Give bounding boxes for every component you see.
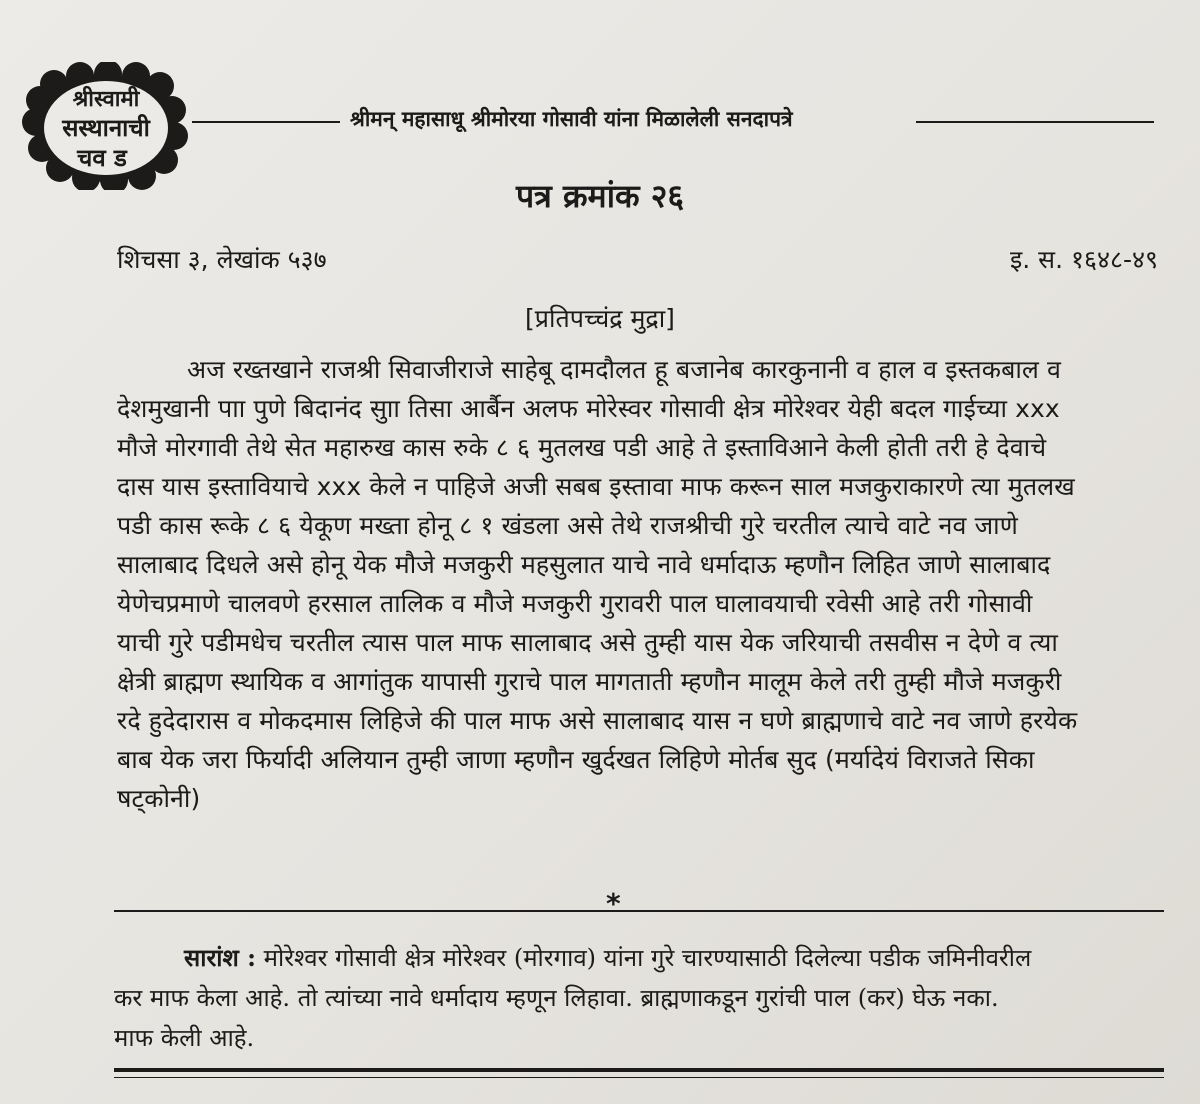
letter-date: इ. स. १६४८-४९	[1010, 245, 1158, 274]
seal-text-line2: सस्थानाची	[62, 114, 150, 142]
seal-text-line3: चव ड	[77, 144, 127, 172]
body-line: अज रख्तखाने राजश्री सिवाजीराजे साहेबू दामदौलत हू बजानेब कारकुनानी व हाल व इस्तकबाल व	[187, 355, 1062, 384]
section-divider	[114, 910, 1164, 912]
letter-heading: पत्र क्रमांक २६	[516, 177, 684, 215]
source-reference: शिचसा ३, लेखांक ५३७	[117, 245, 327, 274]
summary-text: मोरेश्वर गोसावी क्षेत्र मोरेश्वर (मोरगाव) यांना गुरे चारण्यासाठी दिलेल्या पडीक जमिनीवरील	[263, 944, 1032, 972]
body-line: षट्कोनी)	[117, 784, 201, 813]
body-line: देशमुखानी पाा पुणे बिदानंद सुाा तिसा आर्बैन अलफ मोरेस्वर गोसावी क्षेत्र मोरेश्वर येही बदल गाईच्या xxx	[117, 394, 1060, 423]
body-line: दास यास इस्तावियाचे xxx केले न पाहिजे अजी सबब इस्तावा माफ करून साल मजकुराकारणे त्या मुतलख	[117, 472, 1075, 501]
seal-note: [प्रतिपच्चंद्र मुद्रा]	[525, 304, 675, 333]
body-line: पडी कास रूके ८ ६ येकूण मख्ता होनू ८ १ खंडला असे तेथे राजश्रीची गुरे चरतील त्याचे वाटे नव जाणे	[117, 511, 1018, 540]
header-rule-left	[192, 121, 340, 123]
header-rule-right	[916, 121, 1154, 123]
body-line: क्षेत्री ब्राह्मण स्थायिक व आगांतुक यापासी गुराचे पाल मागताती म्हणौन मालूम केले तरी तुम्ही मौजे मजकुरी	[117, 667, 1062, 696]
body-line: रदे हुदेदारास व मोकदमास लिहिजे की पाल माफ असे सालाबाद यास न घणे ब्राह्मणाचे वाटे नव जाणे हरयेक	[117, 706, 1078, 735]
summary-line	[114, 938, 1164, 978]
asterisk-separator: *	[606, 887, 621, 920]
letter-body	[117, 350, 1162, 818]
summary-line: माफ केली आहे.	[114, 1024, 255, 1052]
bottom-rule-thin	[114, 1077, 1164, 1078]
body-line: मौजे मोरगावी तेथे सेत महारुख कास रुके ८ ६ मुतलख पडी आहे ते इस्ताविआने केली होती तरी हे देवाचे	[117, 433, 1047, 462]
body-line: सालाबाद दिधले असे होनू येक मौजे मजकुरी महसुलात याचे नावे धर्मादाऊ म्हणौन लिहित जाणे सालाबाद	[117, 550, 1051, 579]
seal-text-line1: श्रीस्वामी	[72, 87, 140, 112]
bottom-rule-thick	[114, 1068, 1164, 1072]
publisher-seal-logo	[22, 62, 190, 190]
summary-block	[114, 938, 1164, 1058]
body-line: येणेचप्रमाणे चालवणे हरसाल तालिक व मौजे मजकुरी गुरावरी पाल घालावयाची रवेसी आहे तरी गोसावी	[117, 589, 1033, 618]
running-title: श्रीमन् महासाधू श्रीमोरया गोसावी यांना मिळालेली सनदापत्रे	[350, 107, 793, 131]
summary-label: सारांश :	[184, 943, 257, 972]
seal-badge-icon	[22, 62, 190, 190]
body-line: बाब येक जरा फिर्यादी अलियान तुम्ही जाणा म्हणौन खुर्दखत लिहिणे मोर्तब सुद (मर्यादेयं विराजते सिका	[117, 745, 1035, 774]
body-line: याची गुरे पडीमधेच चरतील त्यास पाल माफ सालाबाद असे तुम्ही यास येक जरियाची तसवीस न देणे व त्या	[117, 628, 1058, 657]
summary-line: कर माफ केला आहे. तो त्यांच्या नावे धर्मादाय म्हणून लिहावा. ब्राह्मणाकडून गुरांची पाल (कर) घेऊ नका.	[114, 984, 999, 1012]
